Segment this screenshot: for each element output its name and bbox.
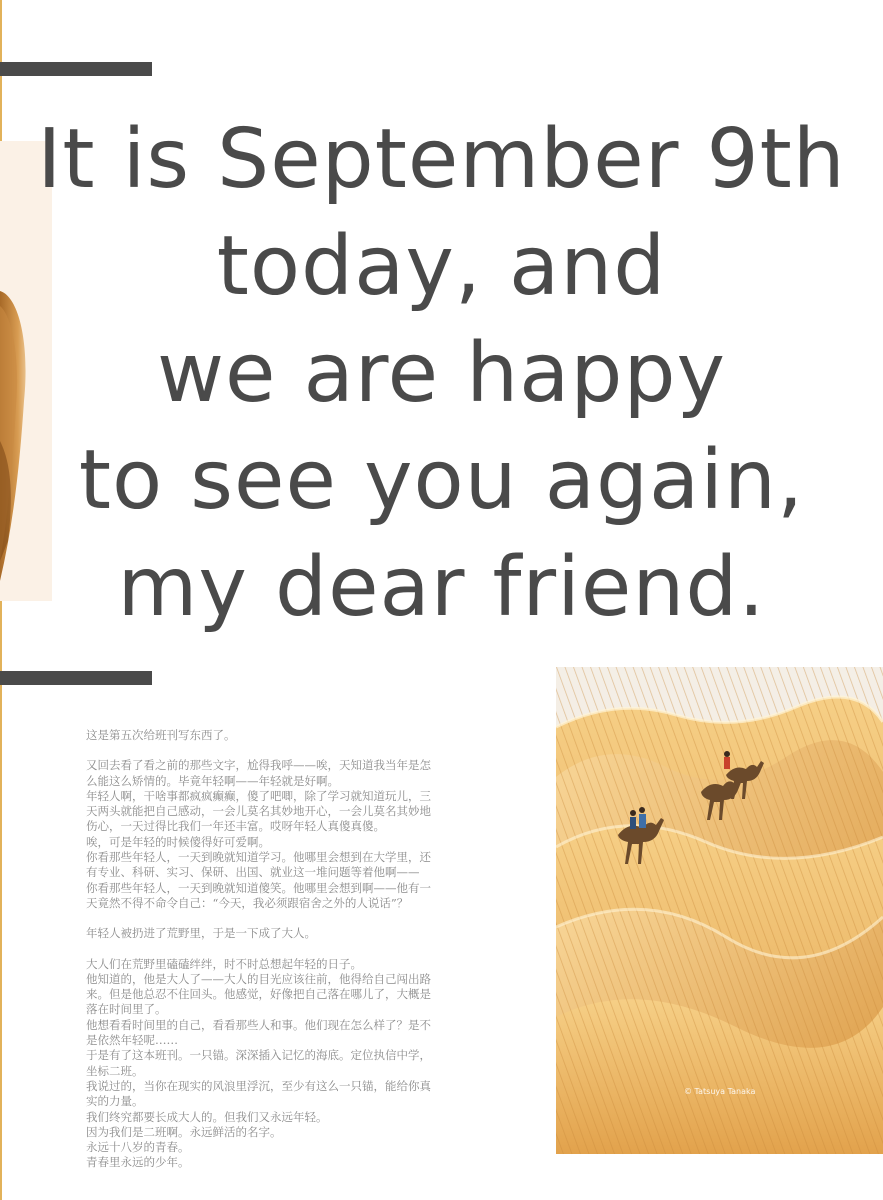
body-line: 大人们在荒野里磕磕绊绊，时不时总想起年轻的日子。 <box>86 956 362 971</box>
body-line: 永远十八岁的青春。 <box>86 1140 190 1155</box>
body-line: 于是有了这本班刊。一只锚。深深插入记忆的海底。定位执信中学，坐标二班。 <box>86 1048 431 1078</box>
headline-line: It is September 9th <box>37 112 846 207</box>
headline-line: my dear friend. <box>117 540 766 635</box>
body-line: 青春里永远的少年。 <box>86 1155 190 1170</box>
photo-credit: © Tatsuya Tanaka <box>684 1087 756 1096</box>
body-line: 年轻人被扔进了荒野里，于是一下成了大人。 <box>86 926 316 941</box>
body-line: 你看那些年轻人，一天到晚就知道学习。他哪里会想到在大学里，还有专业、科研、实习、保研、出国、就业这一堆问题等着他啊—— <box>86 850 431 880</box>
headline-line: to see you again, <box>78 433 805 528</box>
body-text <box>86 728 440 1171</box>
top-accent-bar <box>0 62 152 76</box>
body-line: 唉，可是年轻的时候傻得好可爱啊。 <box>86 834 270 849</box>
headline-line: today, and <box>216 219 667 314</box>
body-line: 因为我们是二班啊。永远鲜活的名字。 <box>86 1124 282 1139</box>
body-line: 年轻人啊，干啥事都疯疯癫癫，傻了吧唧，除了学习就知道玩儿，三天两头就能把自己感动，一会儿莫名其妙地开心，一会儿莫名其妙地伤心，一天过得比我们一年还丰富。哎呀年轻人真傻真傻。 <box>86 788 431 834</box>
headline-line: we are happy <box>156 326 727 421</box>
bottom-accent-bar <box>0 671 152 685</box>
body-line: 他想看看时间里的自己，看看那些人和事。他们现在怎么样了？是不是依然年轻呢…… <box>86 1017 431 1048</box>
chips-photo <box>556 667 883 1154</box>
body-line: 我说过的，当你在现实的风浪里浮沉，至少有这么一只锚，能给你真实的力量。 <box>86 1078 431 1109</box>
body-line: 你看那些年轻人，一天到晚就知道傻笑。他哪里会想到啊——他有一天竟然不得不命令自己：“今天，我必须跟宿舍之外的人说话”？ <box>86 880 431 910</box>
body-line: 他知道的，他是大人了——大人的目光应该往前，他得给自己闯出路来。但是他总忍不住回头。他感觉，好像把自己落在哪儿了，大概是落在时间里了。 <box>86 971 431 1017</box>
body-line: 这是第五次给班刊写东西了。 <box>86 728 236 742</box>
headline <box>20 106 863 641</box>
camels-on-chips-illustration <box>556 667 883 1154</box>
body-line: 我们终究都要长成大人的。但我们又永远年轻。 <box>86 1109 328 1124</box>
body-line: 又回去看了看之前的那些文字，尬得我呼——唉，天知道我当年是怎么能这么矫情的。毕竟年轻啊——年轻就是好啊。 <box>86 758 431 788</box>
